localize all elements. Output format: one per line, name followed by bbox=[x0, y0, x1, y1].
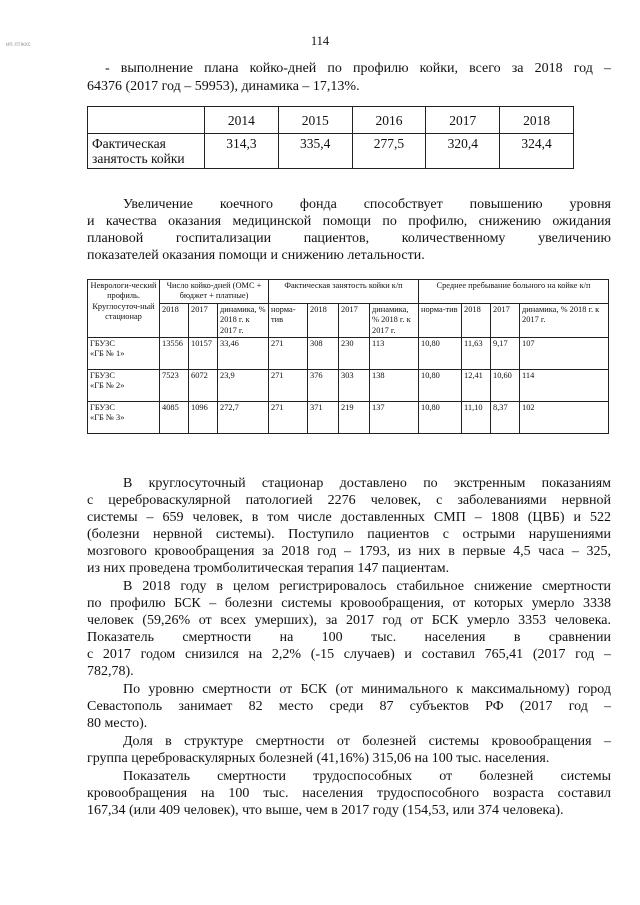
para6-line-3: 167,34 (или 409 человек), что выше, чем в 2017 году (154,53, или 374 человека). bbox=[87, 803, 564, 818]
intro-line-2: 64376 (2017 год – 59953), динамика – 17,13%. bbox=[87, 79, 360, 94]
table2-row-gb2-name-line-1: ГБУЗС bbox=[90, 371, 115, 381]
table2-row-gb1-name-line-1: ГБУЗС bbox=[90, 339, 115, 349]
table2-occupancy-header: Фактическая занятость койки к/п bbox=[269, 280, 419, 304]
table1-year-2017: 2017 bbox=[426, 107, 500, 134]
table2-cell: 113 bbox=[370, 338, 419, 370]
table2-cell: 4085 bbox=[160, 402, 189, 434]
table1-value-2014: 314,3 bbox=[205, 134, 279, 169]
para5-line-2: группа цереброваскулярных болезней (41,16%) 315,06 на 100 тыс. населения. bbox=[87, 751, 550, 766]
table2-cell: 1096 bbox=[189, 402, 218, 434]
table2-col-dynamics-c: динамика, % 2018 г. к 2017 г. bbox=[520, 303, 609, 337]
table2-cell: 138 bbox=[370, 370, 419, 402]
bed-occupancy-table bbox=[87, 106, 574, 169]
table2-cell: 11,10 bbox=[462, 402, 491, 434]
para2-line-6: из них проведена тромболитическая терапия 147 пациентам. bbox=[87, 561, 450, 576]
table2-cell: 303 bbox=[339, 370, 370, 402]
para3-line-2: по профилю БСК – болезни системы кровообращения, от которых умерло 3338 bbox=[87, 596, 611, 611]
table2-profile-header: Неврологи-ческий профиль. Круглосуточ-ный стационар bbox=[88, 280, 160, 338]
table2-cell: 6072 bbox=[189, 370, 218, 402]
para4-line-1: По уровню смертности от БСК (от минимального к максимальному) город bbox=[123, 682, 611, 697]
table1-header-row bbox=[88, 107, 574, 134]
table2-cell: 271 bbox=[269, 338, 308, 370]
para2-line-3: системы – 659 человек, в том числе доставленных СМП – 1808 (ЦВБ) и 522 bbox=[87, 510, 611, 525]
page-number: 114 bbox=[310, 34, 330, 48]
table2-col-2017-b: 2017 bbox=[339, 303, 370, 337]
table2-cell: 219 bbox=[339, 402, 370, 434]
para1-line-2: и качества оказания медицинской помощи по профилю, снижению ожидания bbox=[87, 214, 611, 229]
table2-cell: 10,80 bbox=[419, 402, 462, 434]
table1-corner-cell bbox=[88, 107, 205, 134]
table2-cell: 230 bbox=[339, 338, 370, 370]
scan-corner-mark: ип лтжхс bbox=[6, 42, 31, 48]
table2-col-2018-a: 2018 bbox=[160, 303, 189, 337]
para6-line-2: кровообращения на 100 тыс. населения трудоспособного возраста составил bbox=[87, 786, 611, 801]
table2-row-gb2 bbox=[88, 370, 609, 402]
para2-line-2: с цереброваскулярной патологией 2276 человек, с заболеваниями нервной bbox=[87, 493, 611, 508]
para2-line-1: В круглосуточный стационар доставлено по экстренным показаниям bbox=[123, 476, 611, 491]
table1-value-2017: 320,4 bbox=[426, 134, 500, 169]
table1-year-2014: 2014 bbox=[205, 107, 279, 134]
table2-cell: 7523 bbox=[160, 370, 189, 402]
table2-col-2018-c: 2018 bbox=[462, 303, 491, 337]
table2-row-gb3 bbox=[88, 402, 609, 434]
table2-cell: 13556 bbox=[160, 338, 189, 370]
para5-line-1: Доля в структуре смертности от болезней системы кровообращения – bbox=[123, 734, 611, 749]
table2-bed-days-header: Число койко-дней (ОМС + бюджет + платные) bbox=[160, 280, 269, 304]
table2-cell: 33,46 bbox=[218, 338, 269, 370]
table2-row-gb1-name bbox=[88, 338, 160, 370]
neurology-hospital-table bbox=[87, 279, 609, 434]
table1-year-2015: 2015 bbox=[278, 107, 352, 134]
table2-cell: 10,80 bbox=[419, 338, 462, 370]
table2-row-gb3-name-line-2: «ГБ № 3» bbox=[90, 413, 125, 423]
table1-year-2016: 2016 bbox=[352, 107, 426, 134]
table2-col-2017-a: 2017 bbox=[189, 303, 218, 337]
table2-row-gb3-name-line-1: ГБУЗС bbox=[90, 403, 115, 413]
table2-cell: 272,7 bbox=[218, 402, 269, 434]
table1-row-label-line-1: Фактическая bbox=[92, 136, 166, 151]
table1-value-2018: 324,4 bbox=[500, 134, 574, 169]
table2-cell: 9,17 bbox=[491, 338, 520, 370]
table1-year-2018: 2018 bbox=[500, 107, 574, 134]
table2-col-norm-c: норма-тив bbox=[419, 303, 462, 337]
table2-cell: 114 bbox=[520, 370, 609, 402]
para1-line-3: плановой госпитализации пациентов, количественному увеличению bbox=[87, 231, 611, 246]
para3-line-1: В 2018 году в целом регистрировалось стабильное снижение смертности bbox=[123, 579, 611, 594]
table2-cell: 8,37 bbox=[491, 402, 520, 434]
table2-cell: 271 bbox=[269, 370, 308, 402]
para3-line-5: с 2017 годом снизился на 2,2% (-15 случаев) и составил 765,41 (2017 год – bbox=[87, 647, 611, 662]
table2-cell: 371 bbox=[308, 402, 339, 434]
table2-cell: 11,63 bbox=[462, 338, 491, 370]
table2-col-dynamics-b: динамика, % 2018 г. к 2017 г. bbox=[370, 303, 419, 337]
table2-cell: 10157 bbox=[189, 338, 218, 370]
table2-col-dynamics-a: динамика, % 2018 г. к 2017 г. bbox=[218, 303, 269, 337]
para3-line-3: человек (59,26% от всех умерших), за 2017 год от БСК умерло 3353 человека. bbox=[87, 613, 611, 628]
table2-cell: 10,80 bbox=[419, 370, 462, 402]
table2-row-gb1-name-line-2: «ГБ № 1» bbox=[90, 349, 125, 359]
para3-line-4: Показатель смертности на 100 тыс. населения в сравнении bbox=[87, 630, 611, 645]
table2-cell: 308 bbox=[308, 338, 339, 370]
table2-cell: 10,60 bbox=[491, 370, 520, 402]
para4-line-3: 80 место). bbox=[87, 716, 148, 731]
para3-line-6: 782,78). bbox=[87, 664, 134, 679]
para1-line-1: Увеличение коечного фонда способствует повышению уровня bbox=[123, 197, 611, 212]
table1-row-label-line-2: занятость койки bbox=[92, 151, 185, 166]
table2-cell: 137 bbox=[370, 402, 419, 434]
table2-row-gb2-name-line-2: «ГБ № 2» bbox=[90, 381, 125, 391]
table1-value-2015: 335,4 bbox=[278, 134, 352, 169]
para6-line-1: Показатель смертности трудоспособных от болезней системы bbox=[123, 769, 611, 784]
para1-line-4: показателей оказания помощи и снижению летальности. bbox=[87, 248, 425, 263]
table2-cell: 376 bbox=[308, 370, 339, 402]
table2-cell: 12,41 bbox=[462, 370, 491, 402]
table2-average-stay-header: Среднее пребывание больного на койке к/п bbox=[419, 280, 609, 304]
table2-col-2017-c: 2017 bbox=[491, 303, 520, 337]
table2-group-header-row bbox=[88, 280, 609, 304]
intro-line-1: - выполнение плана койко-дней по профилю койки, всего за 2018 год – bbox=[105, 61, 611, 76]
table2-cell: 107 bbox=[520, 338, 609, 370]
para2-line-4: (болезни нервной системы). Поступило пациентов с острыми нарушениями bbox=[87, 527, 611, 542]
table2-col-2018-b: 2018 bbox=[308, 303, 339, 337]
table2-row-gb1 bbox=[88, 338, 609, 370]
table1-row-label bbox=[88, 134, 205, 169]
table1-value-2016: 277,5 bbox=[352, 134, 426, 169]
table1-data-row bbox=[88, 134, 574, 169]
table2-cell: 271 bbox=[269, 402, 308, 434]
table2-cell: 102 bbox=[520, 402, 609, 434]
para2-line-5: мозгового кровообращения за 2018 год – 1793, из них в первые 4,5 часа – 325, bbox=[87, 544, 611, 559]
para4-line-2: Севастополь занимает 82 место среди 87 субъектов РФ (2017 год – bbox=[87, 699, 611, 714]
table2-row-gb2-name bbox=[88, 370, 160, 402]
table2-cell: 23,9 bbox=[218, 370, 269, 402]
table2-col-norm-b: норма-тив bbox=[269, 303, 308, 337]
table2-subheader-row bbox=[88, 303, 609, 337]
table2-row-gb3-name bbox=[88, 402, 160, 434]
